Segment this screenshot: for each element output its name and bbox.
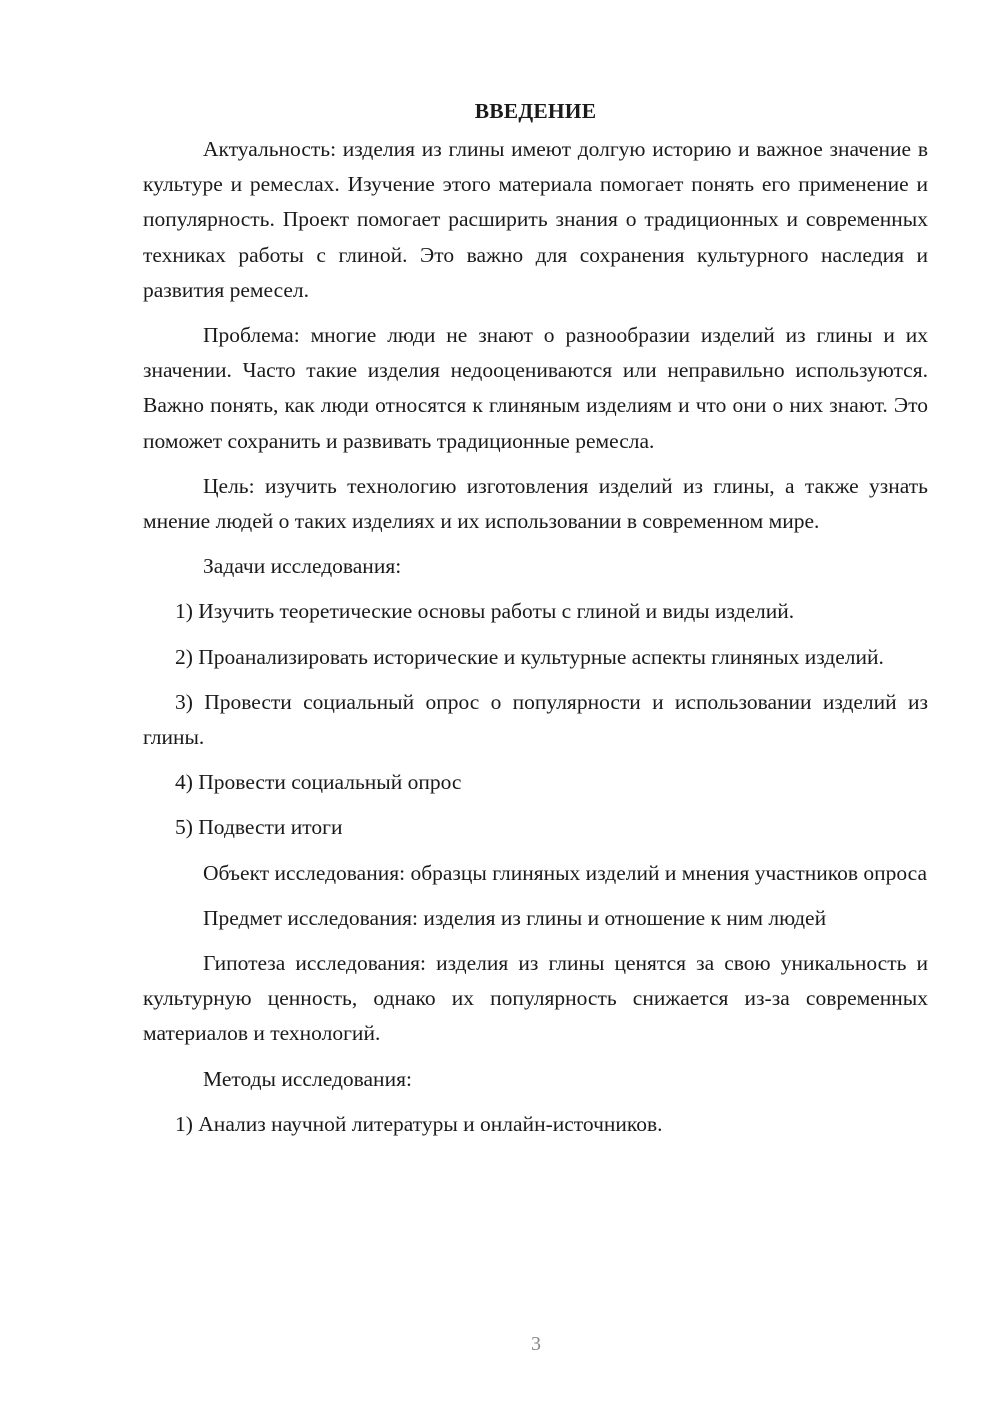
task-item-1: 1) Изучить теоретические основы работы с глиной и виды изделий. (175, 599, 795, 624)
method-item-1: 1) Анализ научной литературы и онлайн-источников. (175, 1111, 663, 1136)
subject-paragraph: Предмет исследования: изделия из глины и отношение к ним людей (203, 905, 827, 930)
hypothesis-paragraph: Гипотеза исследования: изделия из глины ценятся за свою уникальность и культурную ценность, однако их популярность снижается из-за современных материалов и технологий. (143, 951, 928, 1046)
problem-paragraph: Проблема: многие люди не знают о разнообразии изделий из глины и их значении. Часто такие изделия недооцениваются или неправильно используются. Важно понять, как люди относятся к глиняным изделиям и что они о них знают. Это поможет сохранить и развивать традиционные ремесла. (143, 323, 928, 453)
task-item-4: 4) Провести социальный опрос (175, 770, 462, 795)
task-item-3: 3) Провести социальный опрос о популярности и использовании изделий из глины. (143, 689, 928, 750)
relevance-paragraph: Актуальность: изделия из глины имеют долгую историю и важное значение в культуре и ремеслах. Изучение этого материала помогает понять его применение и популярность. Проект помогает расширить знания о традиционных и современных техниках работы с глиной. Это важно для сохранения культурного наследия и развития ремесел. (143, 137, 928, 302)
object-paragraph: Объект исследования: образцы глиняных изделий и мнения участников опроса (203, 860, 928, 885)
page-content (143, 96, 928, 1152)
page-number: 3 (531, 1333, 541, 1355)
page-heading: ВВЕДЕНИЕ (474, 99, 597, 123)
goal-paragraph: Цель: изучить технологию изготовления изделий из глины, а также узнать мнение людей о таких изделиях и их использовании в современном мире. (143, 473, 928, 534)
tasks-label: Задачи исследования: (203, 554, 402, 579)
task-item-2: 2) Проанализировать исторические и культурные аспекты глиняных изделий. (175, 644, 884, 669)
task-item-5: 5) Подвести итоги (175, 815, 343, 840)
methods-label: Методы исследования: (203, 1066, 412, 1091)
